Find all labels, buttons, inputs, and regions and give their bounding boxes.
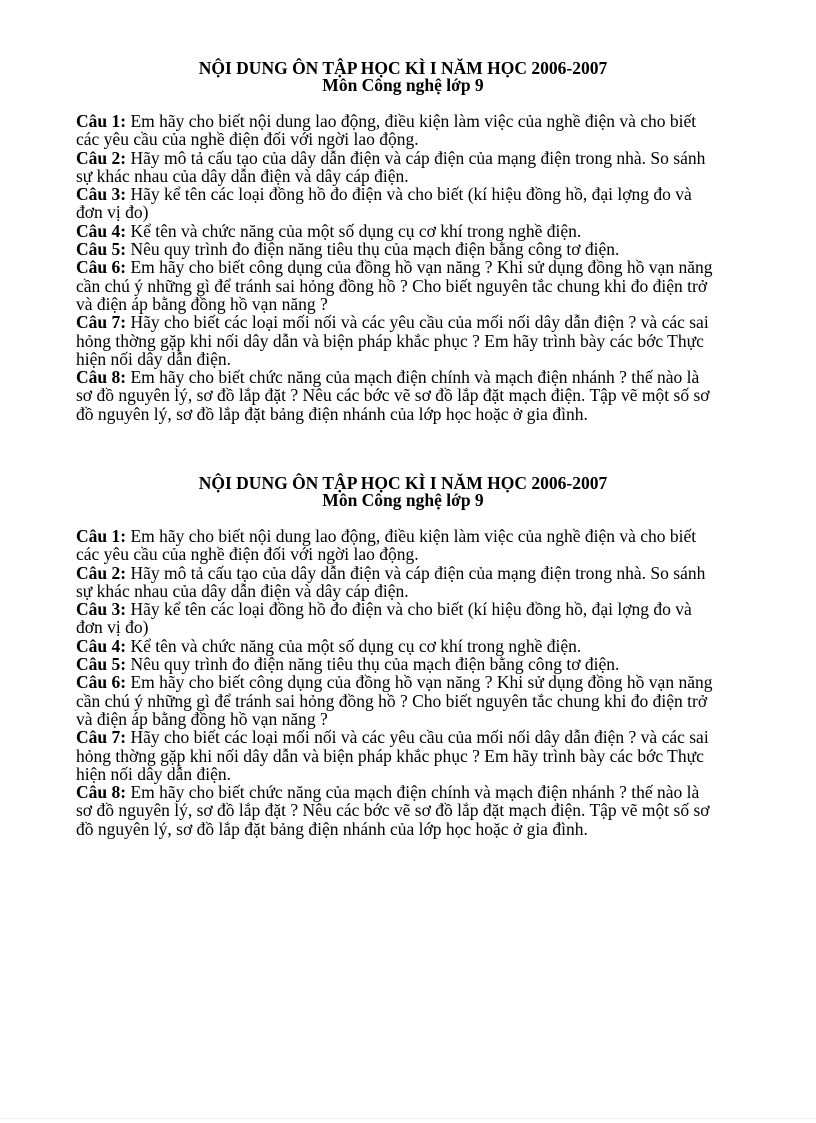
question-2 — [76, 149, 716, 186]
question-4 — [76, 637, 716, 655]
question-text: Kể tên và chức năng của một số dụng cụ cơ khí trong nghề điện. — [126, 635, 582, 656]
question-2 — [76, 564, 716, 601]
question-list — [76, 112, 716, 423]
question-label: Câu 4: — [76, 220, 127, 241]
question-4 — [76, 222, 716, 240]
question-label: Câu 1: — [76, 526, 127, 546]
question-label: Câu 3: — [76, 599, 127, 620]
question-text: Nêu quy trình đo điện năng tiêu thụ của mạch điện bằng công tơ điện. — [126, 239, 620, 260]
question-label: Câu 1: — [76, 111, 127, 131]
question-label: Câu 6: — [76, 672, 127, 693]
question-label: Câu 2: — [76, 562, 127, 583]
question-label: Câu 5: — [76, 654, 127, 675]
question-3 — [76, 185, 716, 222]
question-label: Câu 4: — [76, 635, 127, 656]
question-text: Em hãy cho biết công dụng của đồng hồ vạn năng ? Khi sử dụng đồng hồ vạn năng cần chú ý những gì để tránh sai hỏng đồng hồ ? Cho biết nguyên tắc chung khi đo điện trở và điện áp bằng đồng hồ vạn năng ? — [76, 672, 713, 729]
question-text: Em hãy cho biết nội dung lao động, điều kiện làm việc của nghề điện và cho biết các yêu cầu của nghề điện đối với ngời lao động. — [76, 111, 697, 150]
question-text: Hãy cho biết các loại mối nối và các yêu cầu của mối nối dây dẫn điện ? và các sai hỏng thờng gặp khi nối dây dẫn và biện pháp khắc phục ? Em hãy trình bày các bớc Thực hiện nối dây dẫn điện. — [76, 727, 709, 784]
question-text: Hãy cho biết các loại mối nối và các yêu cầu của mối nối dây dẫn điện ? và các sai hỏng thờng gặp khi nối dây dẫn và biện pháp khắc phục ? Em hãy trình bày các bớc Thực hiện nối dây dẫn điện. — [76, 312, 709, 369]
question-label: Câu 7: — [76, 727, 127, 748]
question-6 — [76, 258, 716, 313]
question-1 — [76, 527, 716, 564]
question-5 — [76, 655, 716, 673]
document-title: NỘI DUNG ÔN TẬP HỌC KÌ I NĂM HỌC 2006-2007 — [198, 473, 608, 493]
question-label: Câu 2: — [76, 147, 127, 168]
question-text: Em hãy cho biết chức năng của mạch điện chính và mạch điện nhánh ? thế nào là sơ đồ nguyên lý, sơ đồ lắp đặt ? Nêu các bớc vẽ sơ đồ lắp đặt mạch điện. Tập vẽ một số sơ đồ nguyên lý, sơ đồ lắp đặt bảng điện nhánh của lớp học hoặc ở gia đình. — [76, 367, 710, 424]
question-text: Em hãy cho biết công dụng của đồng hồ vạn năng ? Khi sử dụng đồng hồ vạn năng cần chú ý những gì để tránh sai hỏng đồng hồ ? Cho biết nguyên tắc chung khi đo điện trở và điện áp bằng đồng hồ vạn năng ? — [76, 257, 713, 314]
question-label: Câu 8: — [76, 782, 127, 803]
question-text: Em hãy cho biết chức năng của mạch điện chính và mạch điện nhánh ? thế nào là sơ đồ nguyên lý, sơ đồ lắp đặt ? Nêu các bớc vẽ sơ đồ lắp đặt mạch điện. Tập vẽ một số sơ đồ nguyên lý, sơ đồ lắp đặt bảng điện nhánh của lớp học hoặc ở gia đình. — [76, 782, 710, 839]
document-subtitle: Môn Công nghệ lớp 9 — [322, 490, 484, 510]
question-8 — [76, 368, 716, 423]
question-label: Câu 7: — [76, 312, 127, 333]
question-label: Câu 3: — [76, 184, 127, 205]
question-text: Hãy mô tả cấu tạo của dây dẫn điện và cáp điện của mạng điện trong nhà. So sánh sự khác nhau của dây dẫn điện và dây cáp điện. — [76, 147, 706, 186]
question-label: Câu 5: — [76, 239, 127, 260]
question-6 — [76, 673, 716, 728]
question-label: Câu 6: — [76, 257, 127, 278]
question-text: Hãy mô tả cấu tạo của dây dẫn điện và cáp điện của mạng điện trong nhà. So sánh sự khác nhau của dây dẫn điện và dây cáp điện. — [76, 562, 706, 601]
question-label: Câu 8: — [76, 367, 127, 388]
question-text: Hãy kể tên các loại đồng hồ đo điện và cho biết (kí hiệu đồng hồ, đại lợng đo và đơn vị đo) — [76, 599, 692, 638]
question-text: Kể tên và chức năng của một số dụng cụ cơ khí trong nghề điện. — [126, 220, 582, 241]
question-3 — [76, 600, 716, 637]
document-section-2 — [76, 475, 716, 838]
document-title: NỘI DUNG ÔN TẬP HỌC KÌ I NĂM HỌC 2006-2007 — [198, 58, 608, 78]
question-1 — [76, 112, 716, 149]
question-text: Em hãy cho biết nội dung lao động, điều kiện làm việc của nghề điện và cho biết các yêu cầu của nghề điện đối với ngời lao động. — [76, 526, 697, 565]
question-text: Nêu quy trình đo điện năng tiêu thụ của mạch điện bằng công tơ điện. — [126, 654, 620, 675]
question-8 — [76, 783, 716, 838]
question-7 — [76, 313, 716, 368]
document-section-1 — [76, 60, 716, 423]
question-list — [76, 527, 716, 838]
page-bottom-rule — [0, 1118, 816, 1119]
question-5 — [76, 240, 716, 258]
question-text: Hãy kể tên các loại đồng hồ đo điện và cho biết (kí hiệu đồng hồ, đại lợng đo và đơn vị đo) — [76, 184, 692, 223]
question-7 — [76, 728, 716, 783]
document-subtitle: Môn Công nghệ lớp 9 — [322, 75, 484, 95]
